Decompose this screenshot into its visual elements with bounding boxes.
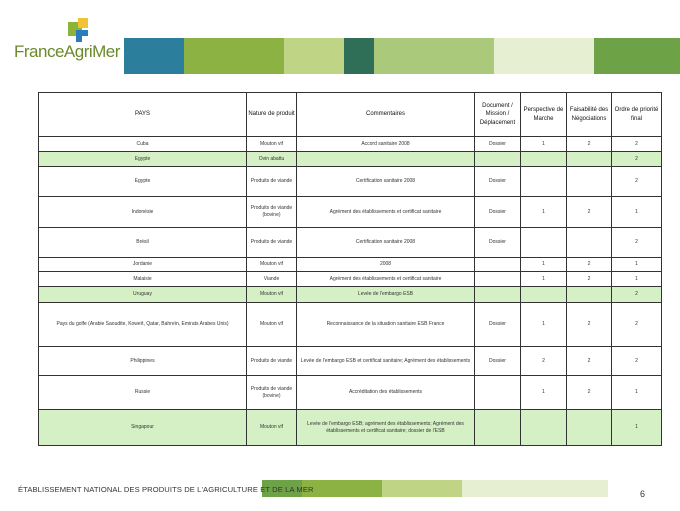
- cell-pays: Brésil: [39, 228, 247, 258]
- cell-perspective: 1: [521, 197, 567, 228]
- cell-perspective: 2: [521, 347, 567, 376]
- cell-document: [475, 376, 521, 410]
- cell-document: [475, 272, 521, 287]
- priority-table: [38, 92, 662, 446]
- header-color-bands: [124, 38, 680, 74]
- cell-commentaires: 2008: [297, 258, 475, 272]
- cell-pays: Cuba: [39, 137, 247, 152]
- cell-document: [475, 258, 521, 272]
- cell-perspective: 1: [521, 258, 567, 272]
- cell-nature: Viande: [247, 272, 297, 287]
- cell-document: Dossier: [475, 303, 521, 347]
- cell-nature: Produits de viande: [247, 347, 297, 376]
- cell-commentaires: Reconnaissance de la situation sanitaire ESB France: [297, 303, 475, 347]
- cell-pays: Malaisie: [39, 272, 247, 287]
- cell-perspective: [521, 287, 567, 303]
- cell-pays: Singapour: [39, 410, 247, 446]
- cell-faisabilite: 2: [567, 347, 612, 376]
- cell-nature: Ovin abattu: [247, 152, 297, 167]
- cell-ordre: 2: [612, 137, 662, 152]
- cell-pays: Russie: [39, 376, 247, 410]
- cell-nature: Produits de viande (bovine): [247, 376, 297, 410]
- cell-nature: Produits de viande: [247, 228, 297, 258]
- header-document: Document / Mission / Déplacement: [475, 93, 521, 137]
- cell-ordre: 2: [612, 167, 662, 197]
- cell-commentaires: Levée de l'embargo ESB; agrément des établissements; Agrément des établissements et certificat sanitaire; dossier de l'ESB: [297, 410, 475, 446]
- header-nature: Nature de produit: [247, 93, 297, 137]
- cell-faisabilite: 2: [567, 137, 612, 152]
- table-row: [39, 137, 662, 152]
- header-ordre: Ordre de priorité final: [612, 93, 662, 137]
- cell-commentaires: Accord sanitaire 2008: [297, 137, 475, 152]
- cell-document: [475, 410, 521, 446]
- cell-commentaires: Accréditation des établissements: [297, 376, 475, 410]
- cell-faisabilite: 2: [567, 272, 612, 287]
- cell-ordre: 1: [612, 197, 662, 228]
- table-row: [39, 228, 662, 258]
- cell-faisabilite: 2: [567, 303, 612, 347]
- cell-ordre: 1: [612, 258, 662, 272]
- cell-ordre: 2: [612, 303, 662, 347]
- cell-perspective: [521, 228, 567, 258]
- table-row: [39, 287, 662, 303]
- logo: [14, 18, 124, 68]
- cell-document: Dossier: [475, 347, 521, 376]
- header-perspective: Perspective de Marche: [521, 93, 567, 137]
- cell-faisabilite: 2: [567, 258, 612, 272]
- cell-commentaires: [297, 152, 475, 167]
- table-row: [39, 376, 662, 410]
- table-row: [39, 167, 662, 197]
- cell-nature: Mouton vif: [247, 137, 297, 152]
- cell-ordre: 2: [612, 152, 662, 167]
- cell-commentaires: Levée de l'embargo ESB et certificat sanitaire; Agrément des établissements: [297, 347, 475, 376]
- footer-text: ÉTABLISSEMENT NATIONAL DES PRODUITS DE L'AGRICULTURE ET DE LA MER: [18, 485, 314, 494]
- page-number: 6: [640, 489, 646, 499]
- cell-pays: Indonésie: [39, 197, 247, 228]
- cell-pays: Egypte: [39, 167, 247, 197]
- cell-perspective: [521, 167, 567, 197]
- cell-ordre: 2: [612, 228, 662, 258]
- table-row: [39, 303, 662, 347]
- header-faisabilite: Faisabilité des Négociations: [567, 93, 612, 137]
- header-commentaires: Commentaires: [297, 93, 475, 137]
- cell-ordre: 1: [612, 376, 662, 410]
- cell-commentaires: Agrément des établissements et certificat sanitaire: [297, 197, 475, 228]
- cell-ordre: 2: [612, 347, 662, 376]
- cell-faisabilite: 2: [567, 197, 612, 228]
- cell-perspective: 1: [521, 137, 567, 152]
- cell-document: [475, 152, 521, 167]
- cell-commentaires: Agrément des établissements et certificat sanitaire: [297, 272, 475, 287]
- cell-perspective: [521, 410, 567, 446]
- cell-nature: Mouton vif: [247, 287, 297, 303]
- cell-perspective: [521, 152, 567, 167]
- cell-faisabilite: [567, 287, 612, 303]
- table-row: [39, 197, 662, 228]
- table-row: [39, 272, 662, 287]
- cell-nature: Mouton vif: [247, 303, 297, 347]
- cell-document: Dossier: [475, 167, 521, 197]
- cell-commentaires: Levée de l'embargo ESB: [297, 287, 475, 303]
- cell-commentaires: Certification sanitaire 2008: [297, 228, 475, 258]
- cell-ordre: 1: [612, 410, 662, 446]
- cell-faisabilite: 2: [567, 376, 612, 410]
- cell-pays: Philippines: [39, 347, 247, 376]
- cell-nature: Mouton vif: [247, 410, 297, 446]
- cell-nature: Mouton vif: [247, 258, 297, 272]
- cell-faisabilite: [567, 410, 612, 446]
- cell-document: Dossier: [475, 197, 521, 228]
- cell-perspective: 1: [521, 272, 567, 287]
- cell-pays: Egypte: [39, 152, 247, 167]
- cell-perspective: 1: [521, 376, 567, 410]
- table-row: [39, 347, 662, 376]
- cell-pays: Pays du golfe (Arabie Saoudite, Koweït, Qatar, Bahreïn, Emirats Arabes Unis): [39, 303, 247, 347]
- cell-commentaires: Certification sanitaire 2008: [297, 167, 475, 197]
- cell-document: Dossier: [475, 228, 521, 258]
- cell-faisabilite: [567, 167, 612, 197]
- cell-ordre: 2: [612, 287, 662, 303]
- table-row: [39, 258, 662, 272]
- cell-pays: Jordanie: [39, 258, 247, 272]
- cell-ordre: 1: [612, 272, 662, 287]
- cell-nature: Produits de viande: [247, 167, 297, 197]
- header-pays: PAYS: [39, 93, 247, 137]
- cell-document: Dossier: [475, 137, 521, 152]
- cell-faisabilite: [567, 152, 612, 167]
- cell-nature: Produits de viande (bovine): [247, 197, 297, 228]
- table-row: [39, 152, 662, 167]
- logo-text: FranceAgriMer: [14, 42, 120, 61]
- cell-perspective: 1: [521, 303, 567, 347]
- table-row: [39, 410, 662, 446]
- cell-faisabilite: [567, 228, 612, 258]
- cell-pays: Uruguay: [39, 287, 247, 303]
- cell-document: [475, 287, 521, 303]
